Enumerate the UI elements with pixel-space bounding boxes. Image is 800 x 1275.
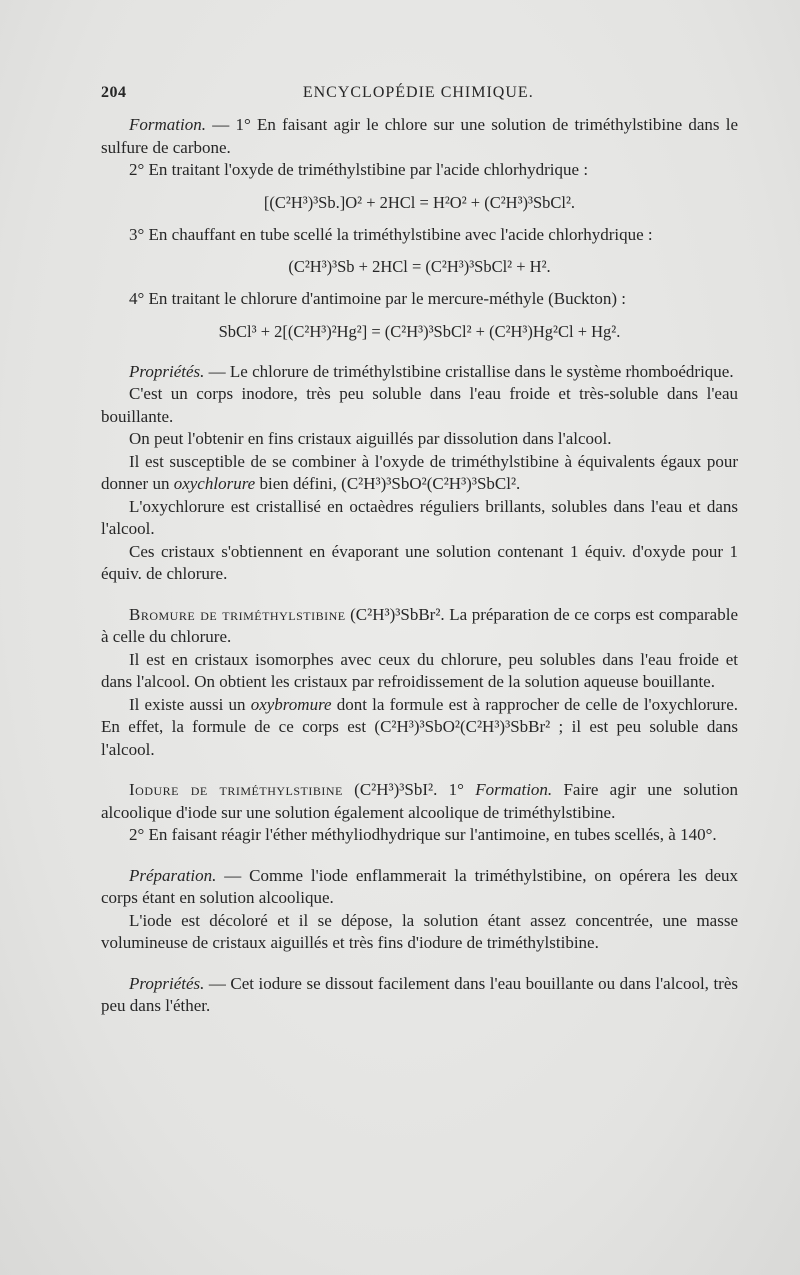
equation-1: [(C²H³)³Sb.]O² + 2HCl = H²O² + (C²H³)³SbCl².	[263, 192, 576, 212]
iodure-paragraph: Iodure de triméthylstibine (C²H³)³SbI². 1° Formation. Faire agir une solution alcoolique d'iode sur une solution également alcoolique de triméthylstibine.	[101, 780, 738, 822]
running-title: ENCYCLOPÉDIE CHIMIQUE.	[302, 84, 534, 101]
proprietes-crystals: On peut l'obtenir en fins cristaux aiguillés par dissolution dans l'alcool.	[129, 429, 612, 448]
iodure-formation-2: 2° En faisant réagir l'éther méthyliodhydrique sur l'antimoine, en tubes scellés, à 140°.	[129, 825, 717, 844]
oxybromure-term: oxybromure	[250, 694, 332, 714]
equation-3: SbCl³ + 2[(C²H³)²Hg²] = (C²H³)³SbCl² + (C²H³)Hg²Cl + Hg².	[218, 321, 621, 341]
proprietes-oxychlorure: Il est susceptible de se combiner à l'oxyde de triméthylstibine à équivalents égaux pour donner un oxychlorure bien défini, (C²H³)³SbO²(C²H³)³SbCl².	[101, 451, 738, 493]
iodure-formation-label: Formation.	[475, 780, 553, 799]
equation-2: (C²H³)³Sb + 2HCl = (C²H³)³SbCl² + H².	[288, 257, 551, 276]
page-header	[101, 84, 738, 102]
bromure-crystals: Il est en cristaux isomorphes avec ceux du chlorure, peu solubles dans l'eau froide et dans l'alcool. On obtient les cristaux par refroidissement de la solution aqueuse bouillante.	[101, 649, 738, 691]
bromure-oxybromure: Il existe aussi un oxybromure dont la formule est à rapprocher de celle de l'oxychlorure. En effet, la formule de ce corps est (C²H³)³SbO²(C²H³)³SbBr² ; il est peu soluble dans l'alcool.	[101, 694, 738, 759]
proprietes-paragraph: Propriétés. — Le chlorure de triméthylstibine cristallise dans le système rhomboédrique.	[129, 361, 734, 381]
bromure-paragraph: Bromure de triméthylstibine (C²H³)³SbBr². La préparation de ce corps est comparable à celle du chlorure.	[101, 604, 738, 646]
proprietes-iodure-paragraph: Propriétés. — Cet iodure se dissout facilement dans l'eau bouillante ou dans l'alcool, très peu dans l'éther.	[101, 973, 738, 1015]
formation-item-2: 2° En traitant l'oxyde de triméthylstibine par l'acide chlorhydrique :	[129, 160, 589, 179]
proprietes-heading: Propriétés.	[129, 361, 205, 381]
formation-item-3: 3° En chauffant en tube scellé la triméthylstibine avec l'acide chlorhydrique :	[129, 224, 653, 244]
oxychlorure-preparation: Ces cristaux s'obtiennent en évaporant une solution contenant 1 équiv. d'oxyde pour 1 équiv. de chlorure.	[101, 541, 738, 583]
preparation-paragraph: Préparation. — Comme l'iode enflammerait la triméthylstibine, on opérera les deux corps étant en solution alcoolique.	[101, 865, 738, 907]
iodure-heading: Iodure de triméthylstibine	[129, 780, 343, 799]
page-number: 204	[101, 84, 127, 101]
oxychlorure-term: oxychlorure	[173, 474, 256, 493]
preparation-heading: Préparation.	[129, 865, 217, 885]
proprietes-iodure-heading: Propriétés.	[129, 973, 205, 993]
oxychlorure-description: L'oxychlorure est cristallisé en octaèdres réguliers brillants, solubles dans l'eau et dans l'alcool.	[101, 496, 738, 538]
bromure-heading: Bromure de triméthylstibine	[129, 604, 346, 624]
formation-paragraph: Formation. — 1° En faisant agir le chlore sur une solution de triméthylstibine dans le sulfure de carbone.	[101, 115, 739, 157]
proprietes-solubility: C'est un corps inodore, très peu soluble dans l'eau froide et très-soluble dans l'eau bouillante.	[101, 384, 738, 426]
preparation-result: L'iode est décoloré et il se dépose, la solution étant assez concentrée, une masse volumineuse de cristaux aiguillés et très fins d'iodure de triméthylstibine.	[101, 910, 738, 952]
formation-item-4: 4° En traitant le chlorure d'antimoine par le mercure-méthyle (Buckton) :	[129, 289, 627, 308]
formation-heading: Formation.	[129, 115, 206, 134]
